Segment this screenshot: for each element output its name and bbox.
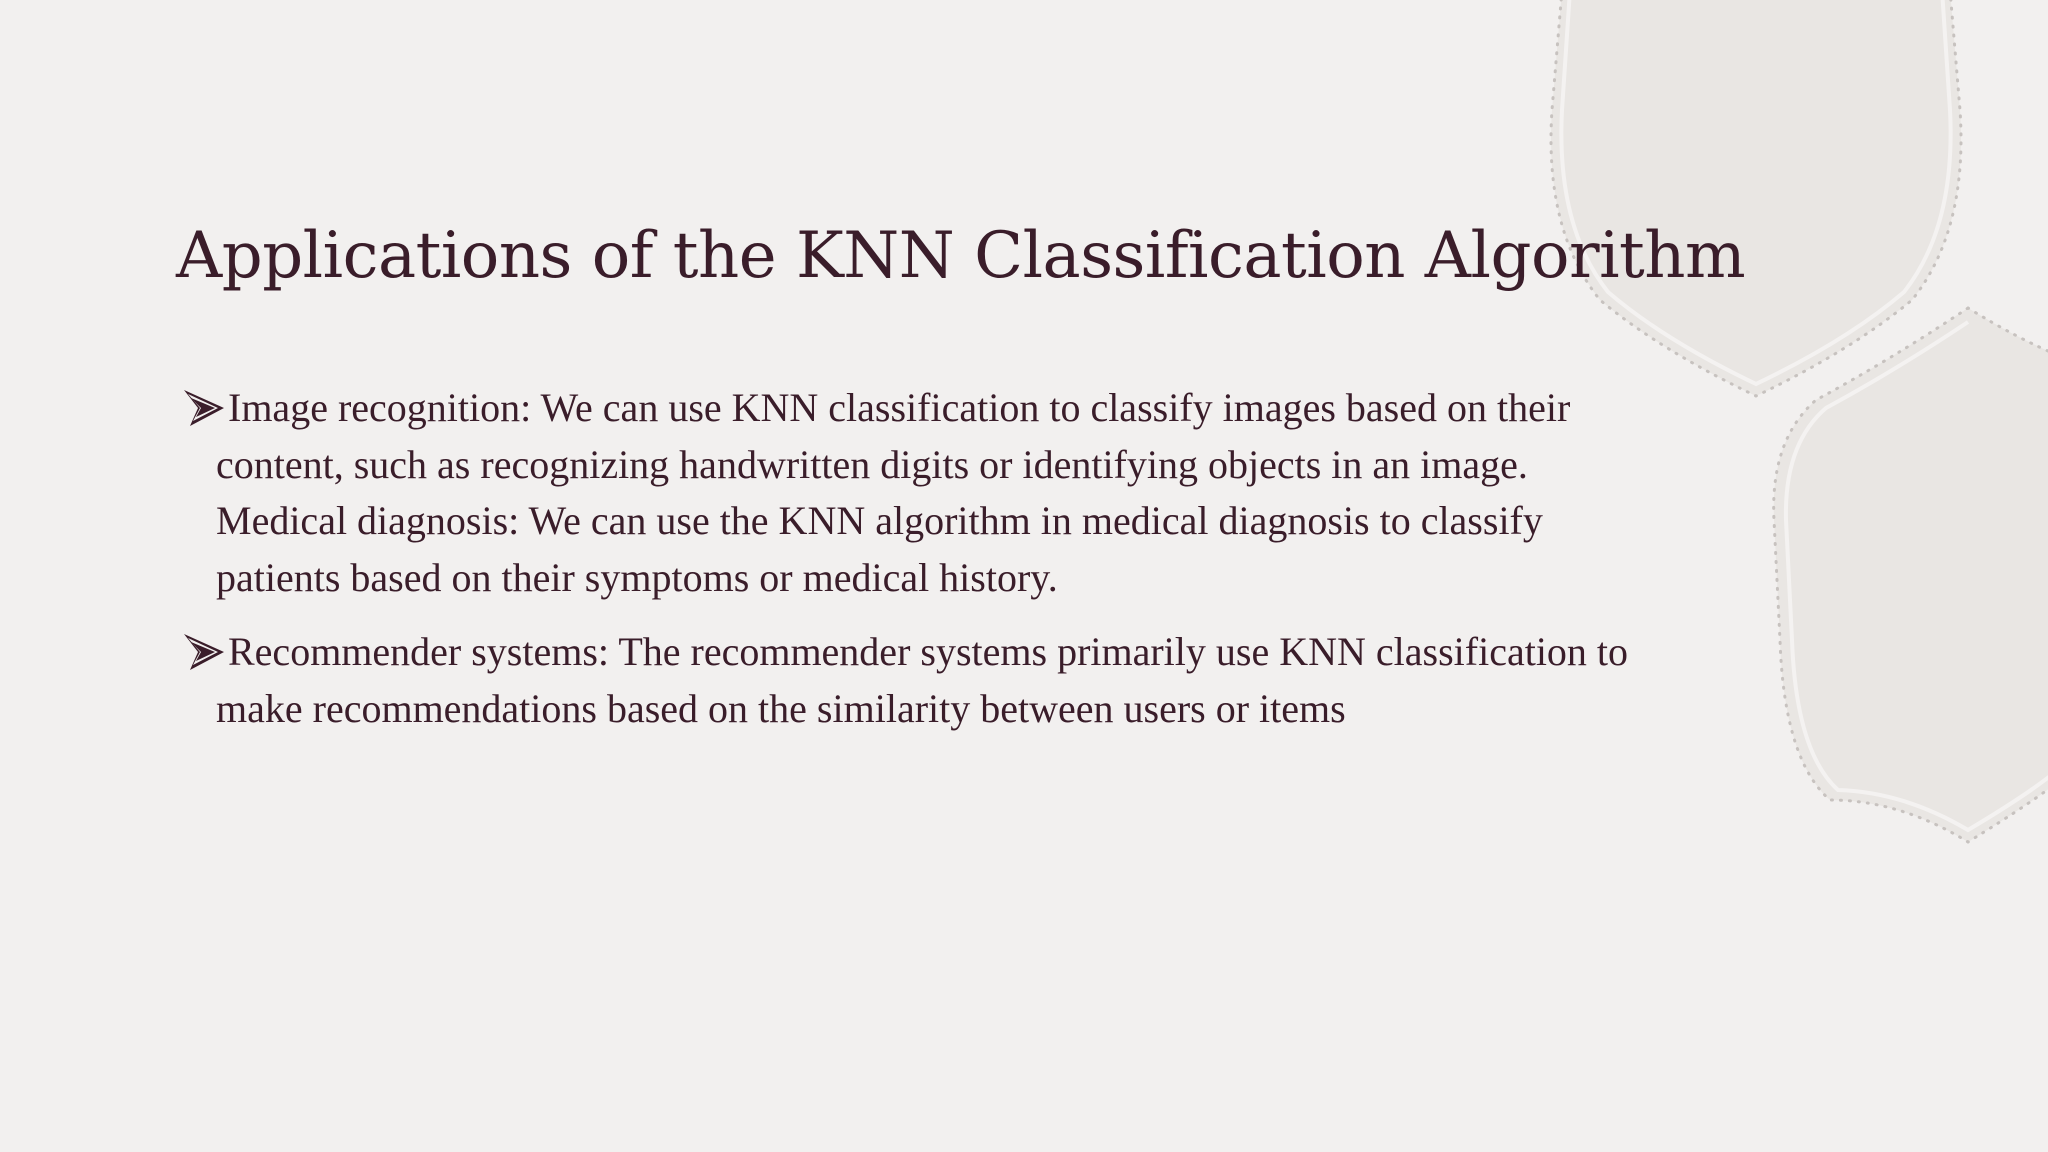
bullet-list xyxy=(180,380,1660,755)
bullet-text: Image recognition: We can use KNN classification to classify images based on their content, such as recognizing handwritten digits or identifying objects in an image. Medical diagnosis: We can use the KNN algorithm in medical diagnosis to classify patients based on their symptoms or medical history. xyxy=(216,385,1571,600)
arrowhead-bullet-icon xyxy=(182,630,226,674)
upper-ogee-shape xyxy=(1551,0,1961,396)
bullet-item-recommender-systems xyxy=(180,624,1660,737)
slide-title: Applications of the KNN Classification Algorithm xyxy=(176,219,1746,293)
arrowhead-bullet-icon xyxy=(182,386,226,430)
bullet-item-image-recognition xyxy=(180,380,1660,606)
bullet-text: Recommender systems: The recommender systems primarily use KNN classification to make recommendations based on the similarity between users or items xyxy=(216,629,1629,731)
